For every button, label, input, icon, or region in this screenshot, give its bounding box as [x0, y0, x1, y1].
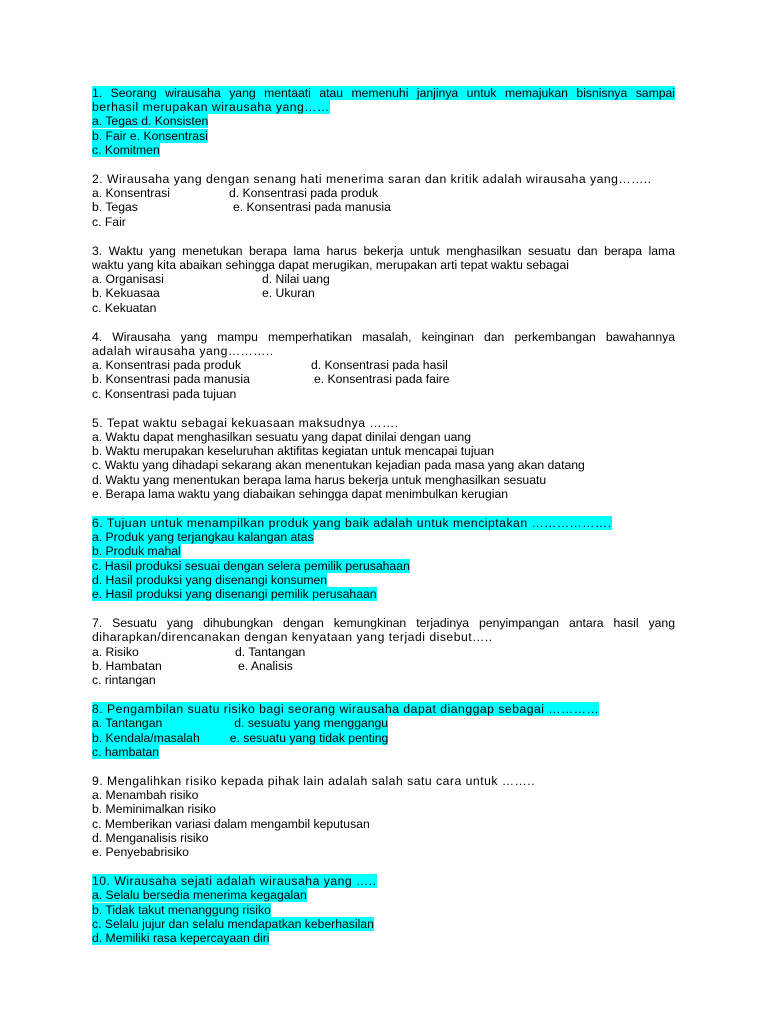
- option: c. hambatan: [92, 744, 160, 759]
- question-3-text: 3. Waktu yang menetukan berapa lama harus bekerja untuk menghasilkan sesuatu dan berapa lama: [92, 243, 675, 258]
- option: d. sesuatu yang menggangu: [234, 716, 389, 731]
- question-8-text: 8. Pengambilan suatu risiko bagi seorang wirausaha dapat dianggap sebagai …………: [92, 702, 600, 717]
- option: c. rintangan: [92, 672, 156, 687]
- question-10: [92, 874, 675, 945]
- option: a. Waktu dapat menghasilkan sesuatu yang dapat dinilai dengan uang: [92, 429, 471, 444]
- option-row: [92, 272, 675, 286]
- option: a. Konsentrasi: [92, 186, 170, 201]
- option: d. Memiliki rasa kepercayaan diri: [92, 930, 270, 945]
- option: e. Berapa lama waktu yang diabaikan sehingga dapat menimbulkan kerugian: [92, 486, 508, 501]
- question-3: [92, 244, 675, 315]
- option: e. Analisis: [238, 658, 293, 673]
- option: a. Produk yang terjangkau kalangan atas: [92, 530, 314, 545]
- question-1-text: 1. Seorang wirausaha yang mentaati atau memenuhi janjinya untuk memajukan bisnisnya sampai: [92, 86, 675, 100]
- question-9: [92, 774, 675, 859]
- option: e. Konsentrasi pada manusia: [233, 200, 391, 215]
- option-row: [92, 215, 675, 229]
- question-10-text: 10. Wirausaha sejati adalah wirausaha yang …..: [92, 874, 377, 889]
- option: d. Hasil produksi yang disenangi konsumen: [92, 572, 328, 587]
- option: b. Tegas: [92, 200, 138, 215]
- question-8: [92, 702, 675, 759]
- document-page: [92, 86, 675, 960]
- option: d. Nilai uang: [262, 272, 330, 287]
- option: d. Waktu yang menentukan berapa lama harus bekerja untuk menghasilkan sesuatu: [92, 472, 547, 487]
- option: b. Kendala/masalah: [92, 730, 200, 745]
- option-row: [92, 731, 675, 745]
- option: c. Waktu yang dihadapi sekarang akan menentukan kejadian pada masa yang akan datang: [92, 458, 585, 473]
- option: d. Menganalisis risiko: [92, 830, 209, 845]
- option: b. Hambatan: [92, 658, 162, 673]
- option-row: [92, 673, 675, 687]
- option: c. Konsentrasi pada tujuan: [92, 386, 237, 401]
- question-6: [92, 516, 675, 601]
- option: b. Produk mahal: [92, 544, 181, 559]
- option: b. Kekuasaa: [92, 286, 160, 301]
- option: b. Tidak takut menanggung risiko: [92, 902, 271, 917]
- option: c. Fair: [92, 214, 126, 229]
- option: a. Organisasi: [92, 272, 164, 287]
- option: a. Konsentrasi pada produk: [92, 358, 242, 373]
- option: c. Selalu jujur dan selalu mendapatkan keberhasilan: [92, 916, 374, 931]
- question-1-text-cont: berhasil merupakan wirausaha yang……: [92, 100, 330, 115]
- question-4-text: 4. Wirausaha yang mampu memperhatikan masalah, keinginan dan perkembangan bawahannya: [92, 329, 675, 344]
- option-row: [92, 186, 675, 200]
- option: a. Selalu bersedia menerima kegagalan: [92, 888, 307, 903]
- question-3-text-cont: waktu yang kita abaikan sehingga dapat merugikan, merupakan arti tepat waktu sebagai: [92, 257, 569, 272]
- question-9-text: 9. Mengalihkan risiko kepada pihak lain adalah salah satu cara untuk ……..: [92, 773, 535, 788]
- option-row: [92, 659, 675, 673]
- option: a. Tegas d. Konsisten: [92, 114, 209, 129]
- question-6-text: 6. Tujuan untuk menampilkan produk yang baik adalah untuk menciptakan ……………….: [92, 515, 612, 530]
- question-4-text-cont: adalah wirausaha yang………..: [92, 343, 274, 358]
- question-2-text: 2. Wirausaha yang dengan senang hati menerima saran dan kritik adalah wirausaha yang……..: [92, 172, 652, 187]
- question-7: [92, 616, 675, 687]
- option: d. Konsentrasi pada produk: [229, 186, 379, 201]
- option-row: [92, 645, 675, 659]
- option: a. Menambah risiko: [92, 788, 199, 803]
- question-5: [92, 416, 675, 501]
- question-7-text-cont: diharapkan/direncanakan dengan kenyataan yang terjadi disebut…..: [92, 630, 493, 645]
- option: b. Meminimalkan risiko: [92, 802, 216, 817]
- option: c. Hasil produksi sesuai dengan selera pemilik perusahaan: [92, 558, 410, 573]
- option-row: [92, 745, 675, 759]
- option: b. Waktu merupakan keseluruhan aktifitas kegiatan untuk mencapai tujuan: [92, 444, 494, 459]
- option-row: [92, 716, 675, 730]
- option: e. Penyebabrisiko: [92, 844, 189, 859]
- option: b. Konsentrasi pada manusia: [92, 372, 250, 387]
- option-row: [92, 200, 675, 214]
- option: a. Tantangan: [92, 716, 163, 731]
- option-row: [92, 286, 675, 300]
- option: a. Risiko: [92, 644, 139, 659]
- option: e. Hasil produksi yang disenangi pemilik perusahaan: [92, 586, 377, 601]
- question-5-text: 5. Tepat waktu sebagai kekuasaan maksudnya …….: [92, 415, 399, 430]
- option: e. Ukuran: [262, 286, 315, 301]
- question-1: [92, 86, 675, 157]
- option-row: [92, 301, 675, 315]
- option-row: [92, 387, 675, 401]
- option: d. Konsentrasi pada hasil: [311, 358, 448, 373]
- option: e. sesuatu yang tidak penting: [229, 730, 389, 745]
- option: d. Tantangan: [235, 644, 306, 659]
- question-4: [92, 330, 675, 401]
- option: c. Memberikan variasi dalam mengambil keputusan: [92, 816, 370, 831]
- option: b. Fair e. Konsentrasi: [92, 128, 208, 143]
- option: c. Kekuatan: [92, 300, 157, 315]
- option-row: [92, 358, 675, 372]
- option: e. Konsentrasi pada faire: [314, 372, 450, 387]
- question-7-text: 7. Sesuatu yang dihubungkan dengan kemungkinan terjadinya penyimpangan antara hasil yang: [92, 616, 675, 631]
- option-row: [92, 372, 675, 386]
- option: c. Komitmen: [92, 142, 160, 157]
- question-2: [92, 172, 675, 229]
